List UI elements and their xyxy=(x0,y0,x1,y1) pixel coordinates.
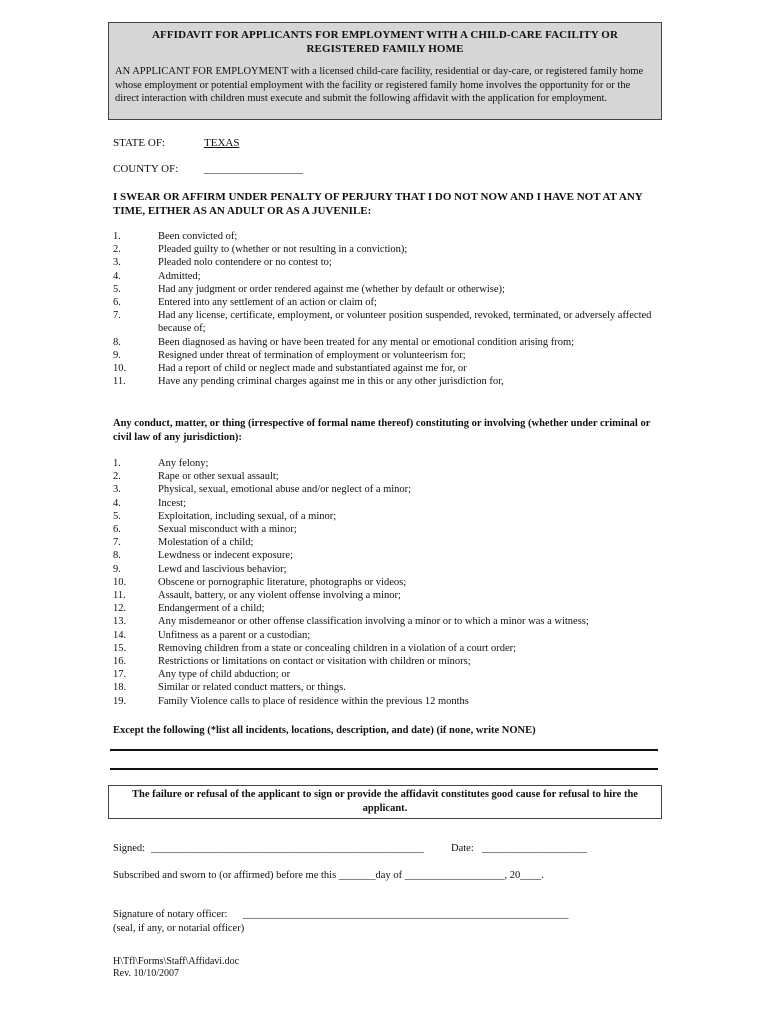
list-item-text: Have any pending criminal charges against me in this or any other jurisdiction for, xyxy=(158,376,504,388)
list-item-number: 11. xyxy=(113,590,126,602)
list-item-text: Assault, battery, or any violent offense involving a minor; xyxy=(158,590,401,602)
list-item-text: Unfitness as a parent or a custodian; xyxy=(158,629,311,641)
list-item-number: 9. xyxy=(113,349,121,361)
list-item-number: 1. xyxy=(113,458,121,469)
list-item-text: Had any judgment or order rendered against me (whether by default or otherwise); xyxy=(158,283,505,295)
list-item xyxy=(113,576,663,589)
list-item-number: 7. xyxy=(113,310,121,322)
conduct-statement: Any conduct, matter, or thing (irrespective of formal name thereof) constituting or involving (whether under criminal or civil law of any jurisdiction): xyxy=(113,418,651,443)
list-item xyxy=(113,629,663,642)
list-item-number: 1. xyxy=(113,231,121,242)
list-item-number: 2. xyxy=(113,244,121,256)
list-item-number: 7. xyxy=(113,537,121,549)
list-item xyxy=(113,256,663,269)
list-item xyxy=(113,602,663,615)
list-item-text: Any type of child abduction; or xyxy=(158,669,291,681)
list-item-text: Lewd and lascivious behavior; xyxy=(158,563,287,575)
list-item xyxy=(113,681,663,694)
exceptions-line-2[interactable] xyxy=(110,768,658,770)
list-item xyxy=(113,270,663,283)
list-item-number: 8. xyxy=(113,336,121,348)
list-item-text: Any felony; xyxy=(158,458,209,469)
list-item xyxy=(113,283,663,296)
header-box xyxy=(108,22,662,120)
list-item-number: 4. xyxy=(113,270,121,282)
list-item-text: Pleaded guilty to (whether or not resulting in a conviction); xyxy=(158,244,408,256)
footer-path: H\Tfl\Forms\Staff\Affidavi.doc xyxy=(113,956,240,967)
list-item xyxy=(113,296,663,309)
list-item xyxy=(113,655,663,668)
exceptions-heading: Except the following (*list all incidents, locations, description, and date) (if none, write NONE) xyxy=(113,725,536,736)
subscribed-line[interactable]: Subscribed and sworn to (or affirmed) before me this _______day of ___________________, 20____. xyxy=(113,870,544,881)
oath-list xyxy=(113,230,663,388)
list-item-number: 19. xyxy=(113,695,127,707)
list-item-text: Obscene or pornographic literature, photographs or videos; xyxy=(158,576,407,588)
list-item xyxy=(113,523,663,536)
list-item-text: Sexual misconduct with a minor; xyxy=(158,524,297,536)
list-item xyxy=(113,549,663,562)
list-item xyxy=(113,615,663,628)
oath-statement: I SWEAR OR AFFIRM UNDER PENALTY OF PERJURY THAT I DO NOT NOW AND I HAVE NOT AT ANY TIME, EITHER AS AN ADULT OR AS A JUVENILE: xyxy=(113,191,643,217)
list-item-number: 14. xyxy=(113,629,127,641)
list-item-number: 10. xyxy=(113,363,127,375)
list-item xyxy=(113,230,663,243)
list-item-text: Physical, sexual, emotional abuse and/or neglect of a minor; xyxy=(158,484,412,496)
list-item xyxy=(113,375,663,388)
list-item-number: 9. xyxy=(113,563,121,575)
list-item-text: Been diagnosed as having or have been treated for any mental or emotional condition arising from; xyxy=(158,336,575,348)
document-title: AFFIDAVIT FOR APPLICANTS FOR EMPLOYMENT WITH A CHILD-CARE FACILITY OR REGISTERED FAMILY HOME xyxy=(152,29,618,55)
county-value[interactable]: __________________ xyxy=(204,163,303,175)
list-item xyxy=(113,642,663,655)
list-item xyxy=(113,349,663,362)
list-item-text: Had any license, certificate, employment, or volunteer position suspended, revoked, terminated, or adversely affected because of; xyxy=(158,310,652,335)
list-item-number: 5. xyxy=(113,510,121,522)
list-item-number: 16. xyxy=(113,656,127,668)
list-item-text: Incest; xyxy=(158,497,186,509)
list-item xyxy=(113,695,663,708)
list-item-number: 13. xyxy=(113,616,127,628)
list-item-number: 18. xyxy=(113,682,127,694)
list-item xyxy=(113,457,663,470)
list-item-text: Been convicted of; xyxy=(158,231,238,242)
list-item xyxy=(113,483,663,496)
list-item xyxy=(113,362,663,375)
list-item xyxy=(113,309,663,335)
list-item-text: Removing children from a state or concealing children in a violation of a court order; xyxy=(158,642,517,654)
list-item-number: 3. xyxy=(113,484,121,496)
list-item-text: Had a report of child or neglect made and substantiated against me for, or xyxy=(158,363,467,375)
list-item xyxy=(113,589,663,602)
exceptions-line-1[interactable] xyxy=(110,749,658,751)
list-item-text: Similar or related conduct matters, or things. xyxy=(158,682,346,694)
notary-seal-note: (seal, if any, or notarial officer) xyxy=(113,923,245,934)
list-item-text: Rape or other sexual assault; xyxy=(158,471,279,483)
list-item-text: Restrictions or limitations on contact or visitation with children or minors; xyxy=(158,656,471,668)
list-item-number: 12. xyxy=(113,603,127,615)
list-item-number: 17. xyxy=(113,669,127,681)
list-item xyxy=(113,497,663,510)
list-item-number: 11. xyxy=(113,376,126,388)
date-field[interactable]: ____________________ xyxy=(482,843,587,854)
notary-signature-field[interactable]: ______________________________________________________________ xyxy=(243,909,569,920)
list-item xyxy=(113,563,663,576)
list-item-number: 6. xyxy=(113,297,121,309)
notary-label: Signature of notary officer: xyxy=(113,909,228,920)
list-item-text: Endangerment of a child; xyxy=(158,603,265,615)
list-item xyxy=(113,470,663,483)
signed-label: Signed: xyxy=(113,843,146,854)
list-item-text: Family Violence calls to place of residence within the previous 12 months xyxy=(158,695,469,707)
list-item xyxy=(113,536,663,549)
list-item-number: 4. xyxy=(113,497,121,509)
list-item-text: Molestation of a child; xyxy=(158,537,254,549)
list-item-number: 6. xyxy=(113,524,121,536)
list-item xyxy=(113,668,663,681)
list-item-text: Admitted; xyxy=(158,270,201,282)
refusal-notice: The failure or refusal of the applicant to sign or provide the affidavit constitutes good cause for refusal to hire the applicant. xyxy=(108,785,662,819)
county-label: COUNTY OF: xyxy=(113,163,179,175)
list-item-number: 2. xyxy=(113,471,121,483)
conduct-list xyxy=(113,457,663,708)
list-item-text: Pleaded nolo contendere or no contest to; xyxy=(158,257,332,269)
state-label: STATE OF: xyxy=(113,137,165,149)
list-item-number: 10. xyxy=(113,576,127,588)
list-item-number: 8. xyxy=(113,550,121,562)
footer-revision: Rev. 10/10/2007 xyxy=(113,968,180,979)
state-value: TEXAS xyxy=(204,137,240,149)
list-item xyxy=(113,336,663,349)
list-item-text: Entered into any settlement of an action or claim of; xyxy=(158,297,377,309)
list-item-text: Any misdemeanor or other offense classification involving a minor or to which a minor was a witness; xyxy=(158,616,589,628)
list-item-number: 3. xyxy=(113,257,121,269)
list-item-text: Lewdness or indecent exposure; xyxy=(158,550,293,562)
list-item-text: Resigned under threat of termination of employment or volunteerism for; xyxy=(158,349,466,361)
list-item-number: 5. xyxy=(113,283,121,295)
list-item xyxy=(113,510,663,523)
date-label: Date: xyxy=(451,843,474,854)
intro-paragraph: AN APPLICANT FOR EMPLOYMENT with a licensed child-care facility, residential or day-care, or registered family home whose employment or potential employment with the facility or registered family home involves the opportunity for or the direct interaction with children must execute and submit the following affidavit with the application for employment. xyxy=(115,66,644,104)
list-item-number: 15. xyxy=(113,642,127,654)
signature-field[interactable]: ____________________________________________________ xyxy=(151,843,424,854)
list-item xyxy=(113,243,663,256)
list-item-text: Exploitation, including sexual, of a minor; xyxy=(158,510,337,522)
